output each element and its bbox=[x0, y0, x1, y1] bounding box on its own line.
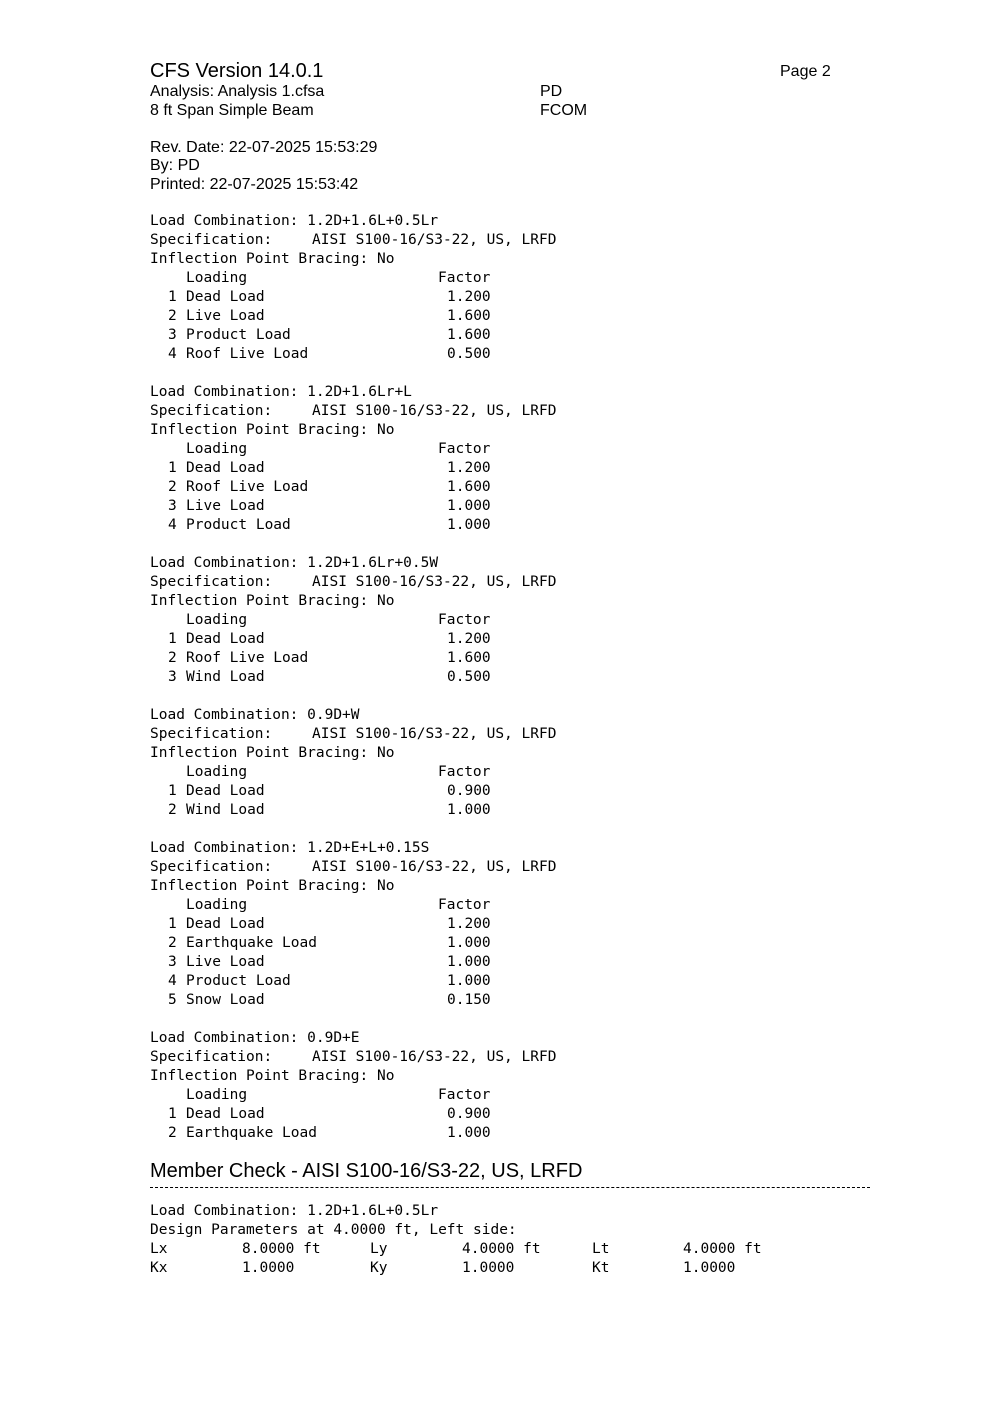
load-number: 2 bbox=[168, 802, 177, 818]
combination-label: Load Combination: bbox=[150, 384, 308, 400]
parameter-value: 1.0000 bbox=[242, 1260, 295, 1276]
factor-column-header: Factor bbox=[438, 1087, 491, 1103]
load-name: Live Load bbox=[186, 498, 265, 514]
load-number: 2 bbox=[168, 650, 177, 666]
load-factor: 1.000 bbox=[447, 802, 491, 818]
project-description: 8 ft Span Simple Beam bbox=[150, 102, 314, 119]
load-name: Earthquake Load bbox=[186, 1125, 317, 1141]
load-combination-block bbox=[150, 839, 557, 1010]
load-name: Product Load bbox=[186, 327, 291, 343]
parameter-name: Lx bbox=[150, 1241, 168, 1257]
load-factor: 0.900 bbox=[447, 1106, 491, 1122]
parameter-name: Kx bbox=[150, 1260, 168, 1276]
parameter-name: Ly bbox=[370, 1241, 388, 1257]
load-factor: 1.000 bbox=[447, 935, 491, 951]
parameter-value: 1.0000 bbox=[683, 1260, 736, 1276]
load-number: 5 bbox=[168, 992, 177, 1008]
bracing-label: Inflection Point Bracing: bbox=[150, 593, 377, 609]
load-name: Wind Load bbox=[186, 669, 265, 685]
specification-line bbox=[150, 725, 557, 744]
factor-column-header: Factor bbox=[438, 897, 491, 913]
load-row bbox=[150, 630, 491, 649]
load-name: Dead Load bbox=[186, 1106, 265, 1122]
loading-column-header: Loading bbox=[186, 612, 248, 628]
load-row bbox=[150, 345, 491, 364]
specification-line bbox=[150, 402, 557, 421]
bracing-label: Inflection Point Bracing: bbox=[150, 1068, 377, 1084]
load-factor: 1.200 bbox=[447, 916, 491, 932]
combination-label: Load Combination: bbox=[150, 1030, 308, 1046]
parameter-name: Kt bbox=[592, 1260, 610, 1276]
load-row bbox=[150, 972, 491, 991]
bracing-line bbox=[150, 1067, 394, 1086]
load-factor: 0.500 bbox=[447, 669, 491, 685]
member-check-title: Member Check - AISI S100-16/S3-22, US, LRFD bbox=[150, 1160, 583, 1182]
load-name: Snow Load bbox=[186, 992, 265, 1008]
member-check-load-combination: Load Combination: 1.2D+1.6L+0.5Lr bbox=[150, 1203, 439, 1219]
bracing-value: No bbox=[376, 422, 395, 438]
loads-header bbox=[150, 440, 491, 459]
load-factor: 1.200 bbox=[447, 460, 491, 476]
designer-initials: PD bbox=[540, 83, 563, 100]
load-combination-block bbox=[150, 212, 557, 364]
specification-label: Specification: bbox=[150, 403, 273, 419]
load-name: Roof Live Load bbox=[186, 650, 309, 666]
specification-value: AISI S100-16/S3-22, US, LRFD bbox=[312, 859, 557, 875]
bracing-line bbox=[150, 421, 412, 440]
load-name: Dead Load bbox=[186, 460, 265, 476]
load-number: 2 bbox=[168, 479, 177, 495]
load-number: 3 bbox=[168, 954, 177, 970]
loads-header bbox=[150, 896, 491, 915]
load-factor: 1.600 bbox=[447, 327, 491, 343]
combination-name: 1.2D+1.6Lr+0.5W bbox=[307, 555, 439, 571]
design-parameter-row bbox=[150, 1240, 762, 1259]
load-row bbox=[150, 478, 491, 497]
load-row bbox=[150, 1105, 491, 1124]
bracing-value: No bbox=[376, 593, 395, 609]
load-combination-block bbox=[150, 554, 557, 687]
load-row bbox=[150, 649, 491, 668]
load-factor: 1.600 bbox=[447, 308, 491, 324]
load-row bbox=[150, 326, 491, 345]
page-number: Page 2 bbox=[780, 63, 831, 80]
specification-label: Specification: bbox=[150, 574, 273, 590]
load-row bbox=[150, 516, 491, 535]
load-name: Earthquake Load bbox=[186, 935, 317, 951]
specification-label: Specification: bbox=[150, 232, 273, 248]
load-number: 4 bbox=[168, 346, 177, 362]
load-factor: 1.000 bbox=[447, 954, 491, 970]
load-row bbox=[150, 459, 491, 478]
specification-line bbox=[150, 231, 557, 250]
load-number: 3 bbox=[168, 498, 177, 514]
loading-column-header: Loading bbox=[186, 897, 248, 913]
bracing-value: No bbox=[376, 878, 395, 894]
load-row bbox=[150, 668, 491, 687]
specification-value: AISI S100-16/S3-22, US, LRFD bbox=[312, 1049, 557, 1065]
bracing-label: Inflection Point Bracing: bbox=[150, 878, 377, 894]
load-row bbox=[150, 991, 491, 1010]
load-row bbox=[150, 288, 491, 307]
combination-label: Load Combination: bbox=[150, 840, 308, 856]
combination-name-line bbox=[150, 706, 394, 725]
load-factor: 0.150 bbox=[447, 992, 491, 1008]
load-name: Roof Live Load bbox=[186, 479, 309, 495]
load-factor: 0.900 bbox=[447, 783, 491, 799]
bracing-value: No bbox=[376, 745, 395, 761]
specification-label: Specification: bbox=[150, 859, 273, 875]
combination-label: Load Combination: bbox=[150, 555, 308, 571]
factor-column-header: Factor bbox=[438, 764, 491, 780]
load-row bbox=[150, 915, 491, 934]
parameter-value: 1.0000 bbox=[462, 1260, 515, 1276]
combination-name-line bbox=[150, 1029, 394, 1048]
bracing-label: Inflection Point Bracing: bbox=[150, 422, 377, 438]
load-combination-block bbox=[150, 383, 557, 535]
combination-name: 0.9D+E bbox=[307, 1030, 360, 1046]
load-number: 2 bbox=[168, 308, 177, 324]
combination-name-line bbox=[150, 383, 412, 402]
design-parameter-row bbox=[150, 1259, 736, 1278]
load-number: 4 bbox=[168, 517, 177, 533]
parameter-name: Lt bbox=[592, 1241, 610, 1257]
combination-name-line bbox=[150, 554, 438, 573]
load-name: Dead Load bbox=[186, 783, 265, 799]
load-row bbox=[150, 1124, 491, 1143]
combination-name: 1.2D+1.6Lr+L bbox=[307, 384, 412, 400]
combination-label: Load Combination: bbox=[150, 707, 308, 723]
bracing-line bbox=[150, 592, 438, 611]
revision-date: Rev. Date: 22-07-2025 15:53:29 bbox=[150, 139, 378, 156]
load-name: Roof Live Load bbox=[186, 346, 309, 362]
loading-column-header: Loading bbox=[186, 441, 248, 457]
bracing-line bbox=[150, 250, 438, 269]
loads-header bbox=[150, 1086, 491, 1105]
combination-name: 1.2D+1.6L+0.5Lr bbox=[307, 213, 439, 229]
factor-column-header: Factor bbox=[438, 441, 491, 457]
bracing-line bbox=[150, 744, 394, 763]
parameter-value: 4.0000 ft bbox=[683, 1241, 762, 1257]
load-factor: 1.000 bbox=[447, 973, 491, 989]
specification-value: AISI S100-16/S3-22, US, LRFD bbox=[312, 232, 557, 248]
load-number: 1 bbox=[168, 783, 177, 799]
loading-column-header: Loading bbox=[186, 764, 248, 780]
load-combination-block bbox=[150, 1029, 557, 1143]
load-factor: 1.000 bbox=[447, 498, 491, 514]
load-row bbox=[150, 801, 491, 820]
load-name: Wind Load bbox=[186, 802, 265, 818]
section-divider bbox=[150, 1187, 870, 1188]
app-version-title: CFS Version 14.0.1 bbox=[150, 60, 324, 82]
load-number: 1 bbox=[168, 631, 177, 647]
load-row bbox=[150, 307, 491, 326]
loading-column-header: Loading bbox=[186, 270, 248, 286]
combination-name: 1.2D+E+L+0.15S bbox=[307, 840, 430, 856]
member-check-params bbox=[150, 1202, 762, 1278]
specification-value: AISI S100-16/S3-22, US, LRFD bbox=[312, 574, 557, 590]
load-number: 1 bbox=[168, 1106, 177, 1122]
company-initials: FCOM bbox=[540, 102, 588, 119]
specification-line bbox=[150, 573, 557, 592]
bracing-line bbox=[150, 877, 429, 896]
combination-label: Load Combination: bbox=[150, 213, 308, 229]
specification-line bbox=[150, 858, 557, 877]
load-row bbox=[150, 953, 491, 972]
specification-label: Specification: bbox=[150, 726, 273, 742]
load-number: 2 bbox=[168, 1125, 177, 1141]
load-factor: 1.600 bbox=[447, 479, 491, 495]
combination-name: 0.9D+W bbox=[307, 707, 360, 723]
load-factor: 1.000 bbox=[447, 1125, 491, 1141]
load-factor: 1.200 bbox=[447, 631, 491, 647]
load-number: 1 bbox=[168, 460, 177, 476]
load-number: 2 bbox=[168, 935, 177, 951]
load-factor: 1.200 bbox=[447, 289, 491, 305]
loading-column-header: Loading bbox=[186, 1087, 248, 1103]
load-name: Live Load bbox=[186, 308, 265, 324]
load-number: 3 bbox=[168, 327, 177, 343]
analysis-file: Analysis: Analysis 1.cfsa bbox=[150, 83, 325, 100]
load-number: 1 bbox=[168, 289, 177, 305]
bracing-label: Inflection Point Bracing: bbox=[150, 745, 377, 761]
design-parameters-heading: Design Parameters at 4.0000 ft, Left side: bbox=[150, 1222, 517, 1238]
printed-date: Printed: 22-07-2025 15:53:42 bbox=[150, 176, 359, 193]
load-number: 4 bbox=[168, 973, 177, 989]
factor-column-header: Factor bbox=[438, 270, 491, 286]
load-name: Dead Load bbox=[186, 289, 265, 305]
bracing-value: No bbox=[376, 1068, 395, 1084]
load-combination-block bbox=[150, 706, 557, 820]
load-factor: 1.600 bbox=[447, 650, 491, 666]
load-name: Product Load bbox=[186, 517, 291, 533]
load-factor: 0.500 bbox=[447, 346, 491, 362]
load-name: Live Load bbox=[186, 954, 265, 970]
bracing-label: Inflection Point Bracing: bbox=[150, 251, 377, 267]
loads-header bbox=[150, 269, 491, 288]
specification-value: AISI S100-16/S3-22, US, LRFD bbox=[312, 726, 557, 742]
load-name: Dead Load bbox=[186, 916, 265, 932]
load-number: 1 bbox=[168, 916, 177, 932]
loads-header bbox=[150, 763, 491, 782]
parameter-value: 8.0000 ft bbox=[242, 1241, 321, 1257]
load-factor: 1.000 bbox=[447, 517, 491, 533]
combination-name-line bbox=[150, 212, 438, 231]
specification-line bbox=[150, 1048, 557, 1067]
load-row bbox=[150, 782, 491, 801]
load-name: Product Load bbox=[186, 973, 291, 989]
specification-label: Specification: bbox=[150, 1049, 273, 1065]
load-number: 3 bbox=[168, 669, 177, 685]
specification-value: AISI S100-16/S3-22, US, LRFD bbox=[312, 403, 557, 419]
load-name: Dead Load bbox=[186, 631, 265, 647]
loads-header bbox=[150, 611, 491, 630]
load-row bbox=[150, 497, 491, 516]
factor-column-header: Factor bbox=[438, 612, 491, 628]
author: By: PD bbox=[150, 157, 200, 174]
load-row bbox=[150, 934, 491, 953]
bracing-value: No bbox=[376, 251, 395, 267]
parameter-value: 4.0000 ft bbox=[462, 1241, 541, 1257]
combination-name-line bbox=[150, 839, 429, 858]
parameter-name: Ky bbox=[370, 1260, 388, 1276]
